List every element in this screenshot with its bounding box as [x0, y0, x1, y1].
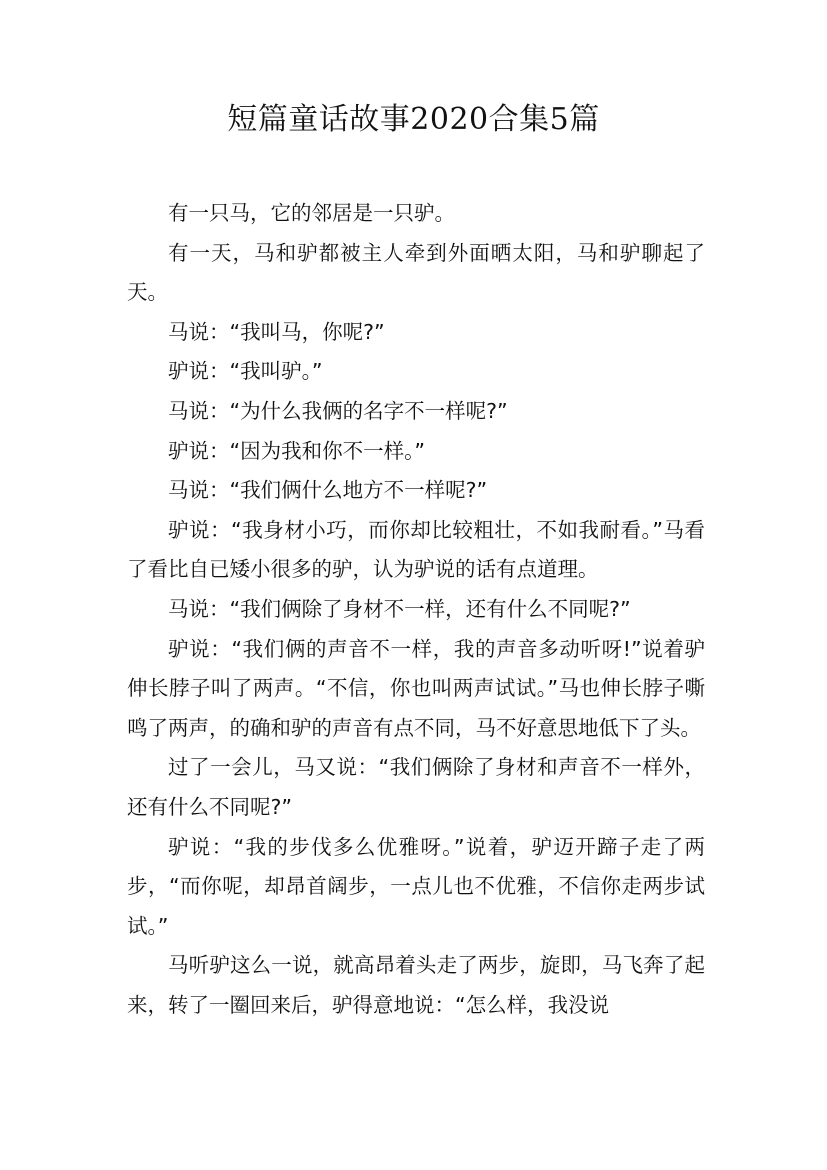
paragraph: 驴说：“我们俩的声音不一样，我的声音多动听呀!”说着驴伸长脖子叫了两声。“不信，你也叫两声试试。”马也伸长脖子嘶鸣了两声，的确和驴的声音有点不同，马不好意思地低下了头。 [127, 636, 705, 740]
paragraph: 驴说：“我的步伐多么优雅呀。”说着，驴迈开蹄子走了两步，“而你呢，却昂首阔步，一点儿也不优雅，不信你走两步试试。” [127, 834, 705, 938]
paragraph: 马说：“我叫马，你呢?” [168, 319, 385, 344]
paragraph: 马听驴这么一说，就高昂着头走了两步，旋即，马飞奔了起来，转了一圈回来后，驴得意地说：“怎么样，我没说 [127, 953, 705, 1017]
paragraph: 有一天，马和驴都被主人牵到外面晒太阳，马和驴聊起了天。 [127, 240, 705, 305]
document-title: 短篇童话故事2020合集5篇 [227, 102, 600, 137]
paragraph: 马说：“我们俩什么地方不一样呢?” [168, 478, 488, 503]
paragraph: 过了一会儿，马又说：“我们俩除了身材和声音不一样外，还有什么不同呢?” [127, 755, 705, 819]
paragraph: 驴说：“我身材小巧，而你却比较粗壮，不如我耐看。”马看了看比自已矮小很多的驴，认为驴说的话有点道理。 [127, 517, 705, 582]
paragraph: 马说：“我们俩除了身材不一样，还有什么不同呢?” [168, 596, 631, 621]
paragraph: 有一只马，它的邻居是一只驴。 [168, 201, 455, 225]
paragraph: 马说：“为什么我俩的名字不一样呢?” [168, 398, 508, 423]
document-body [127, 194, 705, 1025]
paragraph: 驴说：“因为我和你不一样。” [168, 438, 425, 463]
paragraph: 驴说：“我叫驴。” [168, 359, 323, 384]
